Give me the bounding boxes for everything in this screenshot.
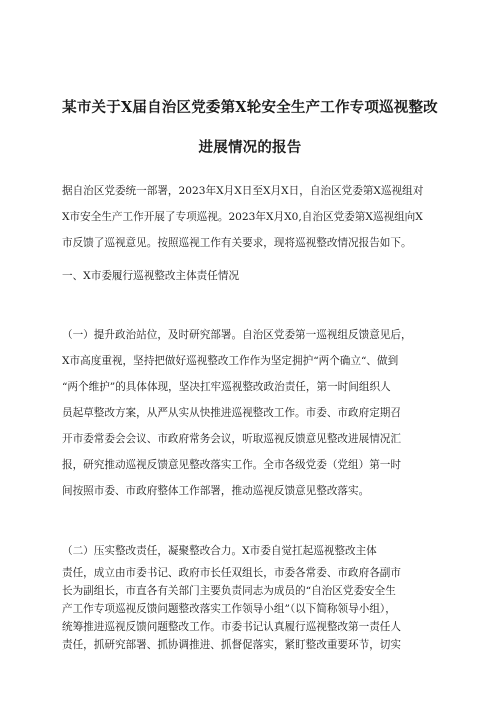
section-heading-1: [62, 263, 440, 289]
paragraph-line: （一）提升政治站位，及时研究部署。自治区党委第一巡视组反馈意见后，: [62, 329, 412, 341]
subsection-heading-text: （二）压实整改责任，凝聚整改合力。X市委自觉扛起巡视整改主体: [62, 545, 377, 557]
intro-line: 市反馈了巡视意见。按照巡视工作有关要求，现将巡视整改情况报告如下。: [62, 237, 412, 249]
subsection-2-paragraph: [62, 564, 440, 654]
paragraph-line: 开市委常委会会议、市政府常务会议，听取巡视反馈意见整改进展情况汇: [62, 433, 401, 445]
section-heading-text: 一、X市委履行巡视整改主体责任情况: [62, 270, 240, 282]
intro-line: 据自治区党委统一部署，2023年X月X日至X月X日，自治区党委第X巡视组对: [62, 185, 424, 197]
subsection-2-heading: [62, 538, 440, 564]
paragraph-line: 长为副组长，市直各有关部门主要负责同志为成员的“自治区党委安全生: [62, 585, 396, 597]
paragraph-line: 责任，抓研究部署、抓协调推进、抓督促落实，紧盯整改重要环节，切实: [62, 639, 401, 651]
intro-paragraph: [62, 178, 440, 256]
paragraph-line: 责任，成立由市委书记、政府市长任双组长，市委各常委、市政府各副市: [62, 567, 401, 579]
paragraph-line: “两个维护”的具体体现，坚决扛牢巡视整改政治责任，第一时间组织人: [62, 381, 391, 393]
document-title-line-1: 某市关于X届自治区党委第X轮安全生产工作专项巡视整改: [62, 99, 438, 116]
document-title-line-2: 进展情况的报告: [198, 139, 302, 156]
paragraph-line: 员起草整改方案，从严从实从快推进巡视整改工作。市委、市政府定期召: [62, 407, 401, 419]
paragraph-line: X市高度重视，坚持把做好巡视整改工作作为坚定拥护“两个确立“、做到: [62, 355, 399, 367]
paragraph-line: 产工作专项巡视反馈问题整改落实工作领导小组”（以下简称领导小组），: [62, 603, 396, 615]
subsection-1-paragraph: [62, 322, 440, 504]
intro-line: X市安全生产工作开展了专项巡视。2023年X月X0,自治区党委第X巡视组向X: [62, 211, 423, 223]
paragraph-line: 报，研究推动巡视反馈意见整改落实工作。全市各级党委（党组）第一时: [62, 459, 401, 471]
paragraph-line: 统筹推进巡视反馈问题整改工作。市委书记认真履行巡视整改第一责任人: [62, 621, 401, 633]
paragraph-line: 间按照市委、市政府整体工作部署，推动巡视反馈意见整改落实。: [62, 485, 370, 497]
